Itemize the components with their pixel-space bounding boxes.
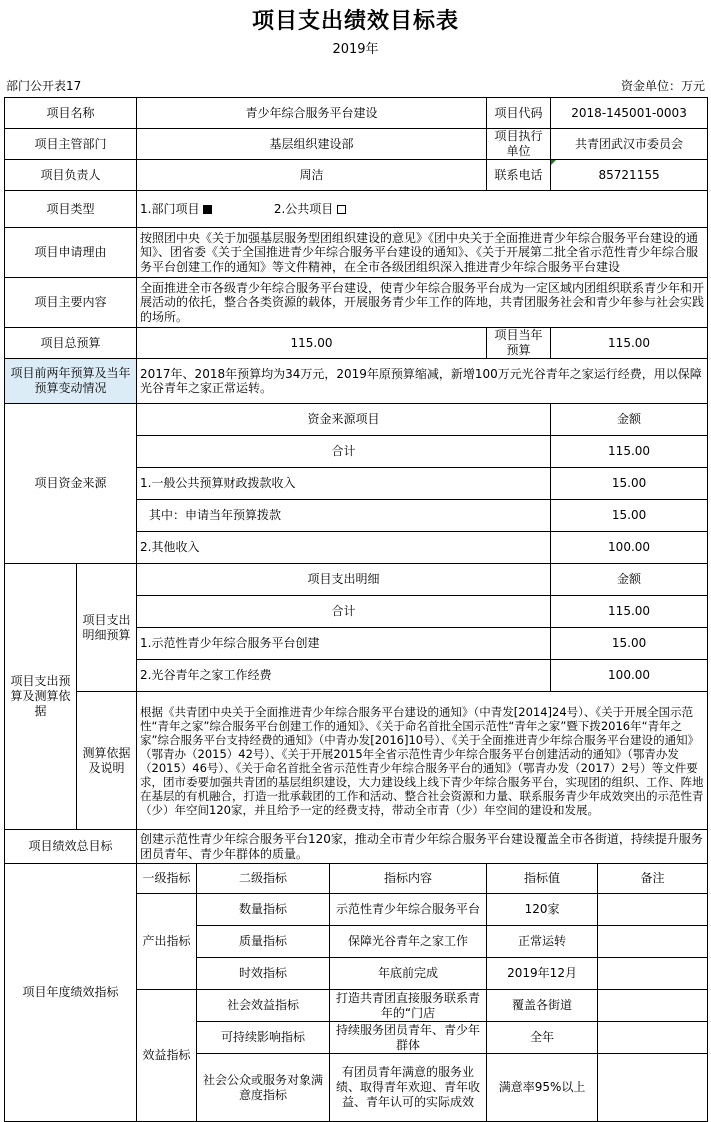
- indicator-level2: 社会公众或服务对象满意度指标: [197, 1054, 330, 1122]
- indicator-col-value: 指标值: [487, 864, 598, 894]
- indicator-note: [598, 926, 708, 958]
- performance-form-table: [4, 97, 708, 1122]
- indicator-col-level2: 二级指标: [197, 864, 330, 894]
- indicator-level2: 可持续影响指标: [197, 1022, 330, 1054]
- indicator-col-level1: 一级指标: [137, 864, 197, 894]
- indicator-note: [598, 894, 708, 926]
- project-code-label: 项目代码: [487, 98, 551, 129]
- project-code-value: 2018-145001-0003: [551, 98, 708, 129]
- budget-change-label: 项目前两年预算及当年预算变动情况: [5, 359, 137, 404]
- expense-row-name: 1.示范性青少年综合服务平台创建: [137, 628, 551, 660]
- expense-row-amount: 115.00: [551, 596, 708, 628]
- indicator-content: 打造共青团直接服务联系青年的“门店: [330, 990, 487, 1022]
- budget-change-text: 2017年、2018年预算均为34万元，2019年原预算缩减，新增100万元光谷青年之家运行经费，用以保障光谷青年之家正常运转。: [137, 359, 708, 404]
- funding-row-name: 合计: [137, 436, 551, 468]
- funding-row-name: 2.其他收入: [137, 532, 551, 564]
- indicator-content: 示范性青少年综合服务平台: [330, 894, 487, 926]
- indicator-content: 有团员青年满意的服务业绩、取得青年欢迎、青年收益、青年认可的实际成效: [330, 1054, 487, 1122]
- indicators-label: 项目年度绩效指标: [5, 864, 137, 1122]
- goal-label: 项目绩效总目标: [5, 830, 137, 864]
- form-number: 部门公开表17: [6, 79, 82, 93]
- funding-row-amount: 15.00: [551, 468, 708, 500]
- total-budget-label: 项目总预算: [5, 328, 137, 359]
- indicator-col-note: 备注: [598, 864, 708, 894]
- current-budget-label: 项目当年预算: [487, 328, 551, 359]
- checkbox-empty-icon[interactable]: [337, 205, 346, 214]
- funding-col-amount: 金额: [551, 404, 708, 436]
- indicator-level2: 社会效益指标: [197, 990, 330, 1022]
- content-label: 项目主要内容: [5, 278, 137, 328]
- indicator-value: 120家: [487, 894, 598, 926]
- indicator-value: 正常运转: [487, 926, 598, 958]
- basis-text: 根据《共青团中央关于全面推进青少年综合服务平台建设的通知》（中青发[2014]24号）、《关于开展全国示范性“青年之家”综合服务平台创建工作的通知》、《关于命名首批全国示范性“青年之家”暨下拨2016年“青年之家”综合服务平台支持经费的通知》（中青办发[2016]10号）、《关于全面推进青少年综合服务平台建设的通知》（鄂青办（2015）42号）、《关于开展2015年全省示范性青少年综合服务平台创建活动的通知》（鄂青办发（2015）46号）、《关于命名首批全省示范性青少年综合服务平台的通知》（鄂青办发（2017）2号）等文件要求，团市委要加强共青团的基层组织建设，大力建设线上线下青少年综合服务平台，实现团的组织、工作、阵地在基层的有机融合，打造一批承载团的工作和活动、整合社会资源和力量、联系服务青少年成效突出的示范性青（少）年空间120家，并且给予一定的经费支持，带动全市青（少）年空间的建设和发展。: [137, 692, 708, 830]
- phone-value: 85721155: [551, 160, 708, 191]
- benefit-indicator-label: 效益指标: [137, 990, 197, 1122]
- funding-row-name: 其中：申请当年预算拨款: [137, 500, 551, 532]
- indicator-note: [598, 990, 708, 1022]
- project-name-value: 青少年综合服务平台建设: [137, 98, 487, 129]
- indicator-note: [598, 1054, 708, 1122]
- phone-label: 联系电话: [487, 160, 551, 191]
- funding-row-amount: 15.00: [551, 500, 708, 532]
- current-budget-value: 115.00: [551, 328, 708, 359]
- indicator-level2: 质量指标: [197, 926, 330, 958]
- expense-detail-label: 项目支出明细预算: [77, 564, 137, 692]
- expense-row-name: 2.光谷青年之家工作经费: [137, 660, 551, 692]
- expense-row-name: 合计: [137, 596, 551, 628]
- reason-label: 项目申请理由: [5, 228, 137, 278]
- indicator-note: [598, 1022, 708, 1054]
- indicator-level2: 数量指标: [197, 894, 330, 926]
- checkbox-checked-icon[interactable]: [203, 205, 212, 214]
- owner-label: 项目负责人: [5, 160, 137, 191]
- funding-col-source: 资金来源项目: [137, 404, 551, 436]
- year-label: 2019年: [332, 42, 379, 57]
- indicator-level2: 时效指标: [197, 958, 330, 990]
- type-label: 项目类型: [5, 191, 137, 228]
- funding-label: 项目资金来源: [5, 404, 137, 564]
- reason-text: 按照团中央《关于加强基层服务型团组织建设的意见》《团中央关于全面推进青少年综合服务平台建设的通知》、团省委《关于全国推进青少年综合服务平台建设的通知》、《关于开展第二批全省示范性青少年综合服务平台创建工作的通知》等文件精神，在全市各级团组织深入推进青少年综合服务平台建设: [137, 228, 708, 278]
- dept-label: 项目主管部门: [5, 129, 137, 160]
- indicator-value: 2019年12月: [487, 958, 598, 990]
- expense-row-amount: 100.00: [551, 660, 708, 692]
- indicator-note: [598, 958, 708, 990]
- indicator-content: 年底前完成: [330, 958, 487, 990]
- expense-col-amount: 金额: [551, 564, 708, 596]
- unit-label: 资金单位：万元: [620, 79, 705, 93]
- project-name-label: 项目名称: [5, 98, 137, 129]
- expense-row-amount: 15.00: [551, 628, 708, 660]
- funding-row-name: 1.一般公共预算财政拨款收入: [137, 468, 551, 500]
- type-options: [137, 191, 708, 228]
- basis-label: 测算依据及说明: [77, 692, 137, 830]
- indicator-content: 持续服务团员青年、青少年群体: [330, 1022, 487, 1054]
- output-indicator-label: 产出指标: [137, 894, 197, 990]
- goal-text: 创建示范性青少年综合服务平台120家，推动全市青少年综合服务平台建设覆盖全市各街道，持续提升服务团员青年、青少年群体的质量。: [137, 830, 708, 864]
- dept-value: 基层组织建设部: [137, 129, 487, 160]
- funding-row-amount: 100.00: [551, 532, 708, 564]
- total-budget-value: 115.00: [137, 328, 487, 359]
- indicator-col-content: 指标内容: [330, 864, 487, 894]
- content-text: 全面推进全市各级青少年综合服务平台建设，使青少年综合服务平台成为一定区域内团组织联系青少年和开展活动的依托，整合各类资源的载体，开展服务青少年工作的阵地，共青团服务社会和青少年参与社会实践的场所。: [137, 278, 708, 328]
- indicator-value: 满意率95%以上: [487, 1054, 598, 1122]
- expense-label: 项目支出预算及测算依据: [5, 564, 77, 830]
- exec-unit-value: 共青团武汉市委员会: [551, 129, 708, 160]
- owner-value: 周洁: [137, 160, 487, 191]
- indicator-value: 覆盖各街道: [487, 990, 598, 1022]
- exec-unit-label: 项目执行单位: [487, 129, 551, 160]
- type-option-public: 2.公共项目: [273, 201, 334, 216]
- indicator-value: 全年: [487, 1022, 598, 1054]
- page-title: 项目支出绩效目标表: [251, 9, 459, 34]
- indicator-content: 保障光谷青年之家工作: [330, 926, 487, 958]
- type-option-dept: 1.部门项目: [140, 201, 200, 216]
- expense-col-item: 项目支出明细: [137, 564, 551, 596]
- funding-row-amount: 115.00: [551, 436, 708, 468]
